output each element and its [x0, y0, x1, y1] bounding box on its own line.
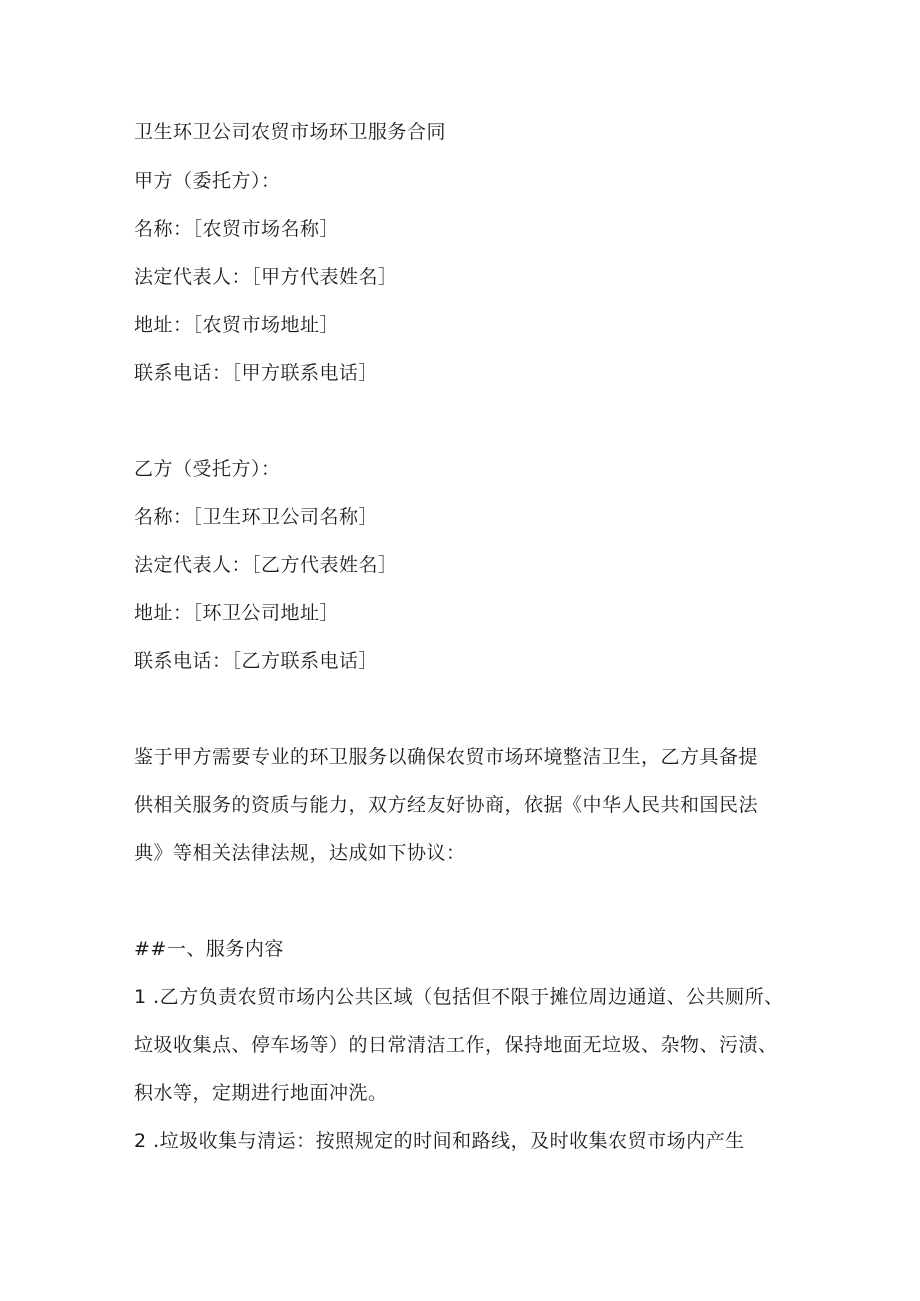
party-b-phone: 联系电话：［乙方联系电话］	[134, 650, 379, 672]
preamble-line: 典》等相关法律法规，达成如下协议：	[134, 842, 466, 864]
party-a-name: 名称：［农贸市场名称］	[134, 218, 340, 240]
contract-title: 卫生环卫公司农贸市场环卫服务合同	[134, 121, 447, 143]
party-a-representative: 法定代表人：［甲方代表姓名］	[134, 266, 398, 288]
party-b-address: 地址：［环卫公司地址］	[134, 602, 340, 624]
party-b-name: 名称：［卫生环卫公司名称］	[134, 506, 379, 528]
preamble-paragraph	[134, 745, 794, 889]
preamble-line: 鉴于甲方需要专业的环卫服务以确保农贸市场环境整洁卫生，乙方具备提	[134, 746, 759, 768]
party-b-representative: 法定代表人：［乙方代表姓名］	[134, 554, 398, 576]
party-a-heading: 甲方（委托方）：	[134, 170, 281, 192]
clause-line: 2 .垃圾收集与清运：按照规定的时间和路线，及时收集农贸市场内产生	[134, 1130, 745, 1152]
party-a-phone: 联系电话：［甲方联系电话］	[134, 362, 379, 384]
preamble-line: 供相关服务的资质与能力，双方经友好协商，依据《中华人民共和国民法	[134, 794, 759, 816]
clause-2	[134, 1129, 794, 1177]
party-b-heading: 乙方（受托方）：	[134, 458, 281, 480]
clause-line: 积水等，定期进行地面冲洗。	[134, 1082, 388, 1104]
section-heading: ##一、服务内容	[134, 938, 284, 960]
clause-line: 1 .乙方负责农贸市场内公共区域（包括但不限于摊位周边通道、公共厕所、	[134, 986, 784, 1008]
party-a-address: 地址：［农贸市场地址］	[134, 314, 340, 336]
clause-line: 垃圾收集点、停车场等）的日常清洁工作，保持地面无垃圾、杂物、污渍、	[134, 1034, 778, 1056]
clause-1	[134, 985, 794, 1129]
